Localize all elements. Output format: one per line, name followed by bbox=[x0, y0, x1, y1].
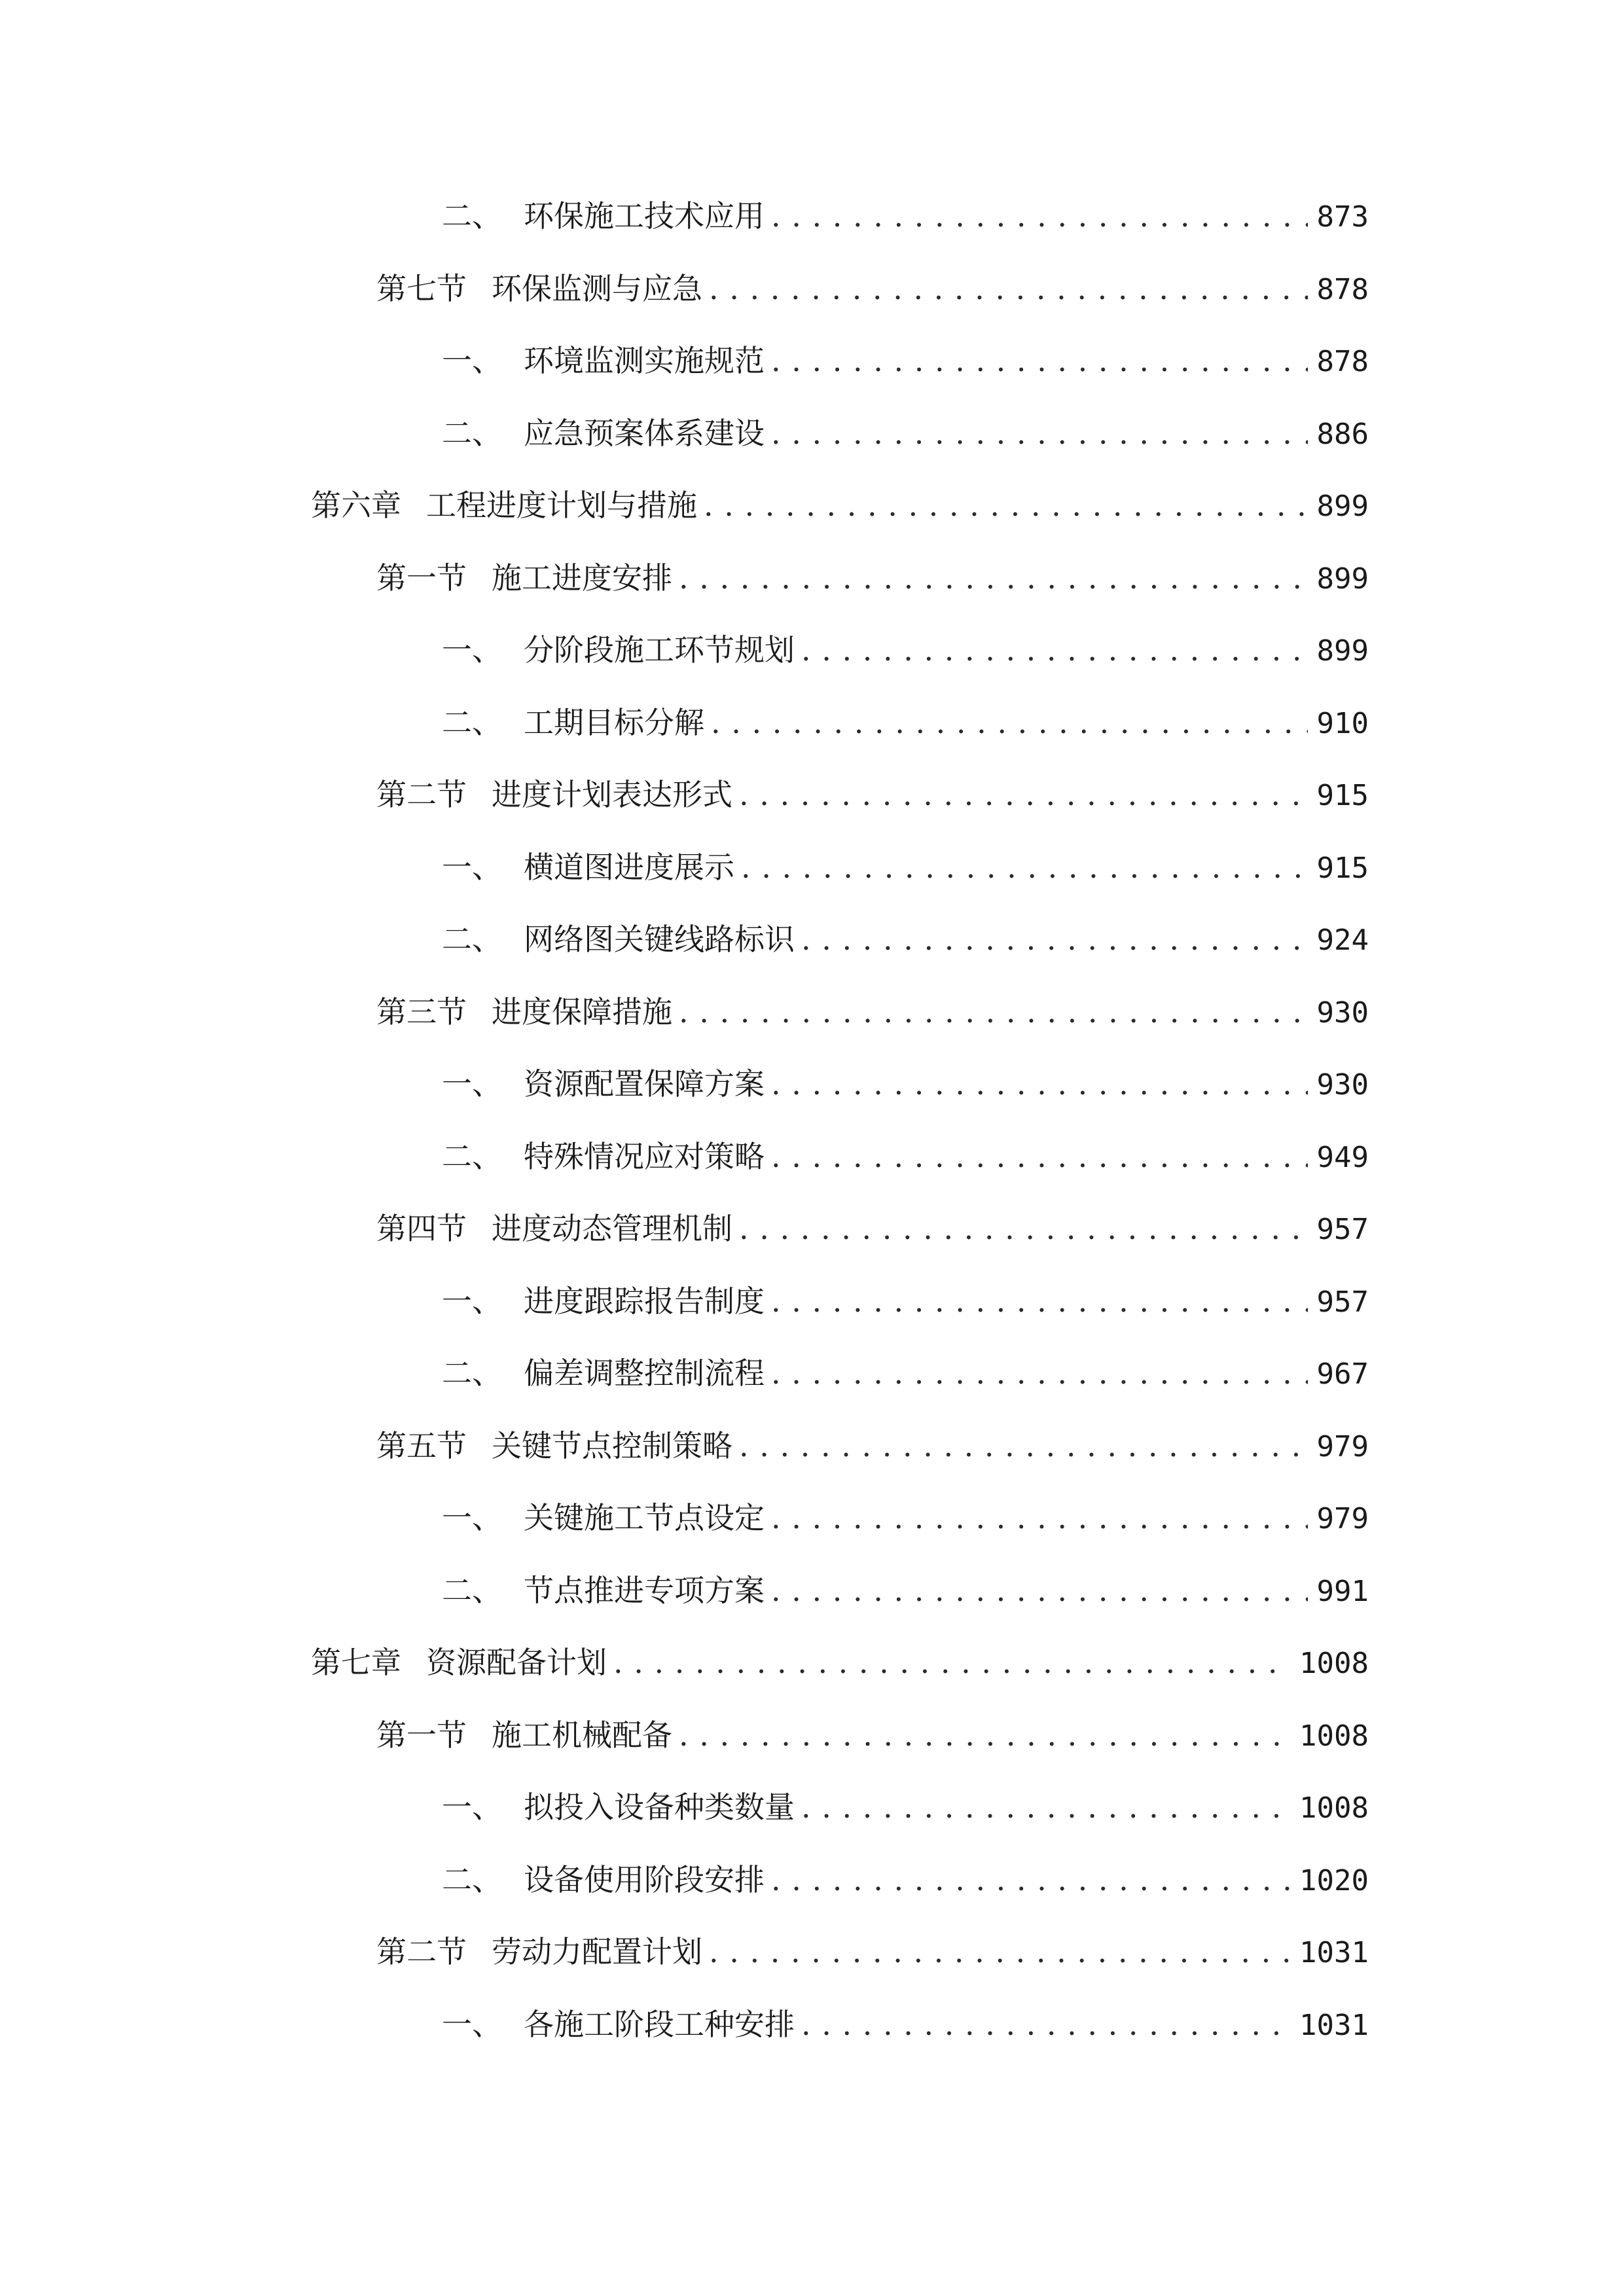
toc-entry[interactable] bbox=[376, 1420, 1369, 1472]
dot-leader bbox=[709, 1926, 1290, 1978]
toc-entry-title: 进度动态管理机制 bbox=[492, 1211, 732, 1246]
toc-entry-page-number: 873 bbox=[1316, 200, 1369, 234]
toc-entry-page-number: 899 bbox=[1316, 634, 1369, 668]
dot-leader bbox=[771, 190, 1308, 242]
toc-entry-page-number: 957 bbox=[1316, 1285, 1369, 1319]
toc-entry-page-number: 1008 bbox=[1299, 1791, 1369, 1825]
dot-leader bbox=[771, 1854, 1290, 1906]
toc-entry-title: 工程进度计划与措施 bbox=[426, 488, 697, 523]
toc-entry-title: 各施工阶段工种安排 bbox=[524, 2007, 795, 2042]
dot-leader bbox=[771, 334, 1308, 387]
toc-entry-title: 进度保障措施 bbox=[492, 994, 672, 1030]
toc-entry-prefix: 二、 bbox=[442, 1139, 502, 1174]
dot-leader bbox=[704, 479, 1308, 531]
dot-leader bbox=[771, 1564, 1308, 1617]
toc-entry[interactable] bbox=[442, 841, 1369, 893]
toc-entry[interactable] bbox=[442, 1275, 1369, 1327]
toc-entry-page-number: 930 bbox=[1316, 1068, 1369, 1102]
toc-entry-prefix: 一、 bbox=[442, 1500, 502, 1535]
toc-entry-prefix: 一、 bbox=[442, 632, 502, 668]
toc-entry-page-number: 886 bbox=[1316, 418, 1369, 451]
toc-entry[interactable] bbox=[442, 1564, 1369, 1617]
toc-entry[interactable] bbox=[376, 768, 1369, 821]
toc-entry-title: 关键施工节点设定 bbox=[524, 1500, 765, 1535]
toc-entry-page-number: 915 bbox=[1316, 852, 1369, 885]
toc-entry[interactable] bbox=[442, 1854, 1369, 1906]
dot-leader bbox=[739, 1420, 1308, 1472]
toc-entry-page-number: 979 bbox=[1316, 1502, 1369, 1535]
toc-entry-page-number: 915 bbox=[1316, 779, 1369, 812]
toc-entry-page-number: 1008 bbox=[1299, 1647, 1369, 1680]
toc-entry-prefix: 第七节 bbox=[376, 271, 467, 306]
toc-entry-prefix: 第二节 bbox=[376, 1934, 467, 1969]
toc-entry-page-number: 1031 bbox=[1299, 1936, 1369, 1969]
toc-entry-title: 环保监测与应急 bbox=[492, 271, 702, 306]
dot-leader bbox=[709, 262, 1308, 315]
toc-entry-prefix: 二、 bbox=[442, 922, 502, 957]
toc-entry-page-number: 991 bbox=[1316, 1575, 1369, 1608]
toc-entry-title: 工期目标分解 bbox=[524, 705, 704, 740]
toc-entry[interactable] bbox=[442, 334, 1369, 387]
toc-entry-title: 分阶段施工环节规划 bbox=[524, 632, 795, 668]
toc-entry-prefix: 二、 bbox=[442, 1573, 502, 1608]
dot-leader bbox=[771, 1492, 1308, 1544]
toc-entry[interactable] bbox=[442, 913, 1369, 965]
toc-entry[interactable] bbox=[376, 1709, 1369, 1761]
dot-leader bbox=[613, 1636, 1290, 1689]
toc-entry-prefix: 二、 bbox=[442, 416, 502, 451]
toc-entry-title: 关键节点控制策略 bbox=[492, 1428, 732, 1463]
toc-entry-page-number: 979 bbox=[1316, 1430, 1369, 1463]
dot-leader bbox=[711, 696, 1308, 749]
toc-entry-page-number: 967 bbox=[1316, 1357, 1369, 1391]
toc-entry[interactable] bbox=[442, 1130, 1369, 1183]
toc-entry-title: 施工进度安排 bbox=[492, 560, 672, 596]
toc-entry-title: 设备使用阶段安排 bbox=[524, 1862, 765, 1897]
dot-leader bbox=[679, 986, 1308, 1038]
toc-entry-prefix: 一、 bbox=[442, 2007, 502, 2042]
toc-entry-title: 网络图关键线路标识 bbox=[524, 922, 795, 957]
toc-entry-page-number: 930 bbox=[1316, 996, 1369, 1030]
toc-entry-title: 节点推进专项方案 bbox=[524, 1573, 765, 1608]
toc-entry[interactable] bbox=[442, 1347, 1369, 1399]
toc-entry-prefix: 一、 bbox=[442, 1066, 502, 1102]
toc-entry-prefix: 一、 bbox=[442, 1789, 502, 1825]
toc-entry-prefix: 第三节 bbox=[376, 994, 467, 1030]
dot-leader bbox=[771, 407, 1308, 459]
toc-entry-prefix: 第四节 bbox=[376, 1211, 467, 1246]
toc-entry-prefix: 一、 bbox=[442, 1283, 502, 1319]
toc-entry-prefix: 第五节 bbox=[376, 1428, 467, 1463]
dot-leader bbox=[771, 1347, 1308, 1399]
toc-entry-title: 施工机械配备 bbox=[492, 1717, 672, 1753]
dot-leader bbox=[801, 1781, 1290, 1833]
toc-entry-title: 应急预案体系建设 bbox=[524, 416, 765, 451]
toc-entry[interactable] bbox=[442, 1781, 1369, 1833]
toc-entry[interactable] bbox=[442, 624, 1369, 676]
toc-entry-page-number: 899 bbox=[1316, 562, 1369, 596]
toc-entry[interactable] bbox=[442, 1058, 1369, 1110]
dot-leader bbox=[801, 624, 1308, 676]
toc-entry-title: 特殊情况应对策略 bbox=[524, 1139, 765, 1174]
toc-entry-title: 拟投入设备种类数量 bbox=[524, 1789, 795, 1825]
toc-entry-prefix: 二、 bbox=[442, 1862, 502, 1897]
toc-entry-title: 资源配置保障方案 bbox=[524, 1066, 765, 1102]
toc-entry[interactable] bbox=[376, 552, 1369, 604]
toc-entry-prefix: 二、 bbox=[442, 1355, 502, 1391]
toc-entry-prefix: 一、 bbox=[442, 343, 502, 378]
toc-entry-prefix: 二、 bbox=[442, 198, 502, 234]
toc-entry-prefix: 第一节 bbox=[376, 560, 467, 596]
toc-entry-prefix: 第七章 bbox=[311, 1645, 401, 1680]
toc-entry[interactable] bbox=[376, 1926, 1369, 1978]
toc-entry-page-number: 924 bbox=[1316, 924, 1369, 957]
dot-leader bbox=[801, 913, 1308, 965]
toc-entry-page-number: 910 bbox=[1316, 707, 1369, 740]
toc-entry-page-number: 949 bbox=[1316, 1141, 1369, 1174]
toc-entry[interactable] bbox=[442, 190, 1369, 242]
toc-entry-page-number: 1031 bbox=[1299, 2009, 1369, 2042]
toc-entry[interactable] bbox=[442, 696, 1369, 749]
toc-entry-title: 偏差调整控制流程 bbox=[524, 1355, 765, 1391]
toc-entry-page-number: 878 bbox=[1316, 273, 1369, 306]
toc-entry-page-number: 1020 bbox=[1299, 1864, 1369, 1897]
toc-entry-title: 劳动力配置计划 bbox=[492, 1934, 702, 1969]
toc-entry[interactable] bbox=[442, 1998, 1369, 2051]
toc-entry-title: 横道图进度展示 bbox=[524, 850, 734, 885]
toc-entry[interactable] bbox=[376, 1202, 1369, 1255]
toc-entry[interactable] bbox=[442, 1492, 1369, 1544]
toc-entry-title: 环境监测实施规范 bbox=[524, 343, 765, 378]
dot-leader bbox=[771, 1130, 1308, 1183]
toc-entry-prefix: 第六章 bbox=[311, 488, 401, 523]
toc-entry-prefix: 一、 bbox=[442, 850, 502, 885]
toc-entry[interactable] bbox=[376, 262, 1369, 315]
toc-entry-prefix: 第一节 bbox=[376, 1717, 467, 1753]
toc-entry[interactable] bbox=[442, 407, 1369, 459]
toc-entry-page-number: 878 bbox=[1316, 345, 1369, 378]
dot-leader bbox=[739, 768, 1308, 821]
toc-entry-page-number: 957 bbox=[1316, 1213, 1369, 1246]
dot-leader bbox=[801, 1998, 1290, 2051]
toc-entry-page-number: 1008 bbox=[1299, 1719, 1369, 1753]
dot-leader bbox=[741, 841, 1308, 893]
toc-entry-prefix: 第二节 bbox=[376, 777, 467, 812]
dot-leader bbox=[771, 1275, 1308, 1327]
toc-entry-prefix: 二、 bbox=[442, 705, 502, 740]
toc-entry-title: 进度跟踪报告制度 bbox=[524, 1283, 765, 1319]
toc-entry[interactable] bbox=[311, 1636, 1369, 1689]
dot-leader bbox=[739, 1202, 1308, 1255]
toc-entry[interactable] bbox=[311, 479, 1369, 531]
toc-entry-page-number: 899 bbox=[1316, 490, 1369, 523]
toc-entry[interactable] bbox=[376, 986, 1369, 1038]
toc-entry-title: 环保施工技术应用 bbox=[524, 198, 765, 234]
toc-entry-title: 进度计划表达形式 bbox=[492, 777, 732, 812]
dot-leader bbox=[771, 1058, 1308, 1110]
toc-entry-title: 资源配备计划 bbox=[426, 1645, 607, 1680]
dot-leader bbox=[679, 552, 1308, 604]
dot-leader bbox=[679, 1709, 1290, 1761]
